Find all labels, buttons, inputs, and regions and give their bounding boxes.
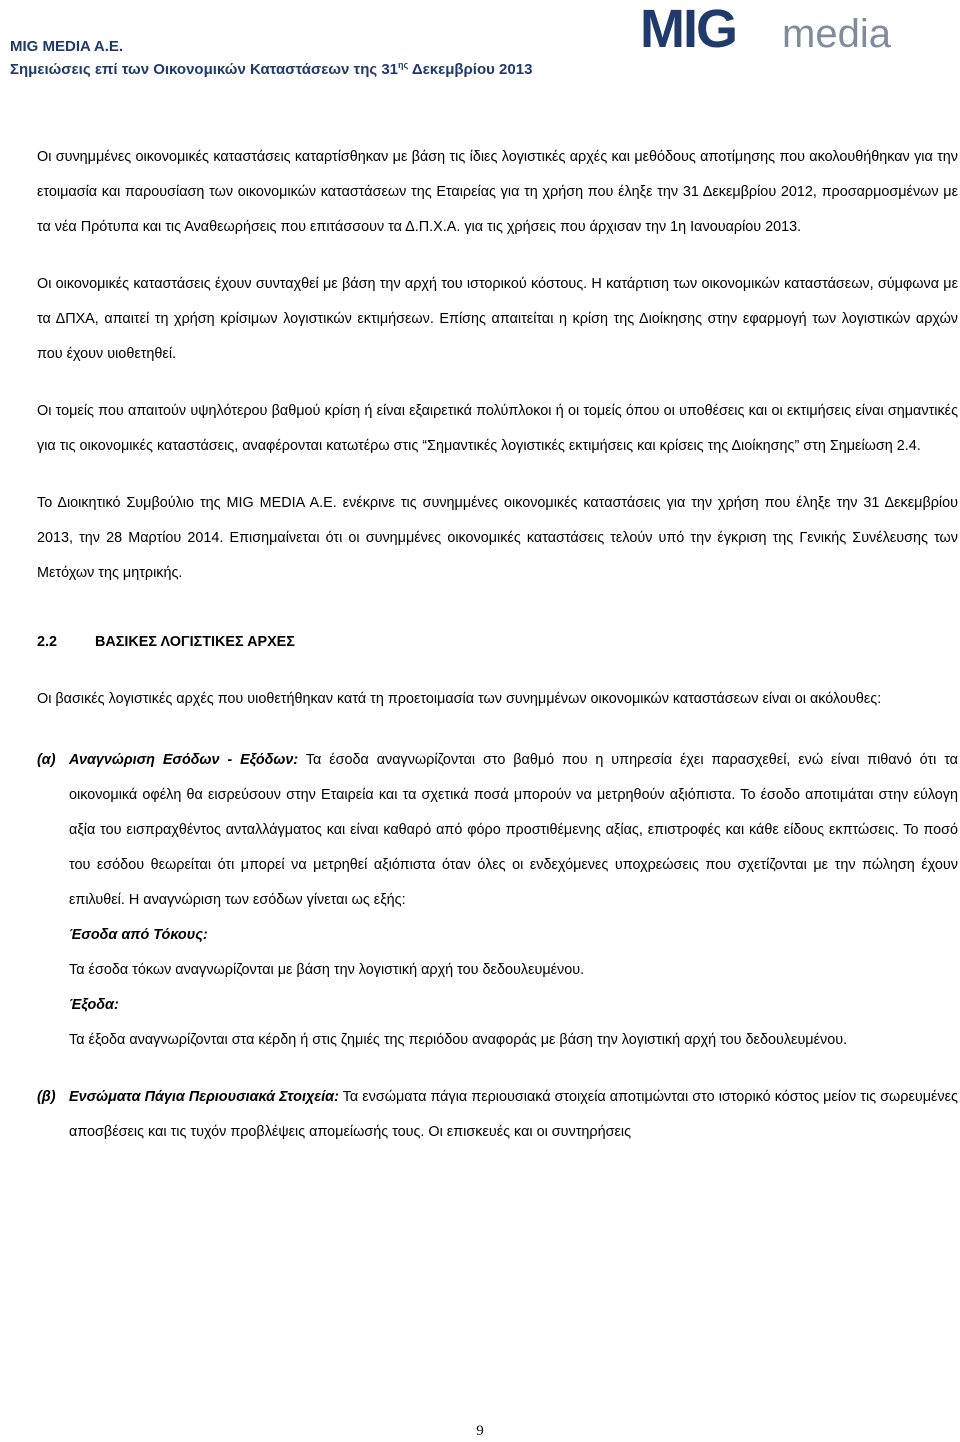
document-body — [37, 140, 958, 1150]
paragraph-basis: Οι συνημμένες οικονομικές καταστάσεις καταρτίσθηκαν με βάση τις ίδιες λογιστικές αρχές και μεθόδους αποτίμησης που ακολουθήθηκαν για την ετοιμασία και παρουσίαση των οικονομικών καταστάσεων της Εταιρείας για τη χρήση που έληξε την 31 Δεκεμβρίου 2012, προσαρμοσμένων με τα νέα Πρότυπα και τις Αναθεωρήσεις που επιτάσσουν τα Δ.Π.Χ.Α. για τις χρήσεις που άρχισαν την 1η Ιανουαρίου 2013. — [37, 149, 958, 235]
mig-media-logo — [640, 4, 960, 52]
text-expenses: Τα έξοδα αναγνωρίζονται στα κέρδη ή στις ζημιές της περιόδου αναφοράς με βάση την λογιστική αρχή του δεδουλευμένου. — [69, 1032, 848, 1048]
item-text: Τα έσοδα αναγνωρίζονται στο βαθμό που η υπηρεσία έχει παρασχεθεί, ενώ είναι πιθανό ότι τα οικονομικά οφέλη θα εισρεύσουν στην Εταιρεία και τα σχετικά ποσά μπορούν να μετρηθούν αξιόπιστα. Το έσοδο αποτιμάται στην εύλογη αξία του εισπραχθέντος ανταλλάγματος και είναι καθαρό από φόρο προστιθέμενης αξίας, επιστροφές και κάθε είδους εκπτώσεις. Το ποσό του εσόδου θεωρείται ότι μπορεί να μετρηθεί αξιόπιστα όταν όλες οι ενδεχόμενες υποχρεώσεις που σχετίζονται με την πώληση έχουν επιλυθεί. Η αναγνώριση των εσόδων γίνεται ως εξής: — [69, 752, 959, 908]
subheading-interest-income: Έσοδα από Τόκους: — [69, 927, 208, 943]
item-term: Ενσώματα Πάγια Περιουσιακά Στοιχεία: — [69, 1089, 339, 1105]
policy-item-revenue — [37, 743, 958, 918]
text-interest-income: Τα έσοδα τόκων αναγνωρίζονται με βάση την λογιστική αρχή του δεδουλευμένου. — [69, 962, 585, 978]
subtitle-text: Σημειώσεις επί των Οικονομικών Καταστάσεων της 31 — [10, 61, 399, 78]
paragraph-approval: Το Διοικητικό Συμβούλιο της MIG MEDIA A.E. ενέκρινε τις συνημμένες οικονομικές καταστάσεις για την χρήση που έληξε την 31 Δεκεμβρίου 2013, την 28 Μαρτίου 2014. Επισημαίνεται ότι οι συνημμένες οικονομικές καταστάσεις τελούν υπό την έγκριση της Γενικής Συνέλευσης των Μετόχων της μητρικής. — [37, 495, 958, 581]
section-intro: Οι βασικές λογιστικές αρχές που υιοθετήθηκαν κατά τη προετοιμασία των συνημμένων οικονομικών καταστάσεων είναι οι ακόλουθες: — [37, 691, 882, 707]
svg-text:media: media — [782, 12, 891, 52]
policy-item-fixed-assets — [37, 1080, 958, 1150]
item-text: Τα ενσώματα πάγια περιουσιακά στοιχεία αποτιμώνται στο ιστορικό κόστος μείον τις σωρευμένες αποσβέσεις και τις τυχόν προβλέψεις απομείωσής τους. Οι επισκευές και οι συντηρήσεις — [69, 1089, 958, 1140]
section-heading — [37, 625, 958, 660]
document-subtitle — [10, 60, 532, 78]
subheading-expenses: Έξοδα: — [69, 997, 119, 1013]
item-marker: (β) — [37, 1089, 56, 1105]
item-marker: (α) — [37, 752, 56, 768]
paragraph-historical-cost: Οι οικονομικές καταστάσεις έχουν συνταχθεί με βάση την αρχή του ιστορικού κόστους. Η κατάρτιση των οικονομικών καταστάσεων, σύμφωνα με τα ΔΠΧΑ, απαιτεί τη χρήση κρίσιμων λογιστικών εκτιμήσεων. Επίσης απαιτείται η κρίση της Διοίκησης στην εφαρμογή των λογιστικών αρχών που έχουν υιοθετηθεί. — [37, 276, 958, 362]
page-number: 9 — [476, 1423, 484, 1439]
subtitle-superscript: ης — [398, 60, 409, 70]
page-header — [0, 0, 960, 90]
section-number: 2.2 — [37, 634, 58, 650]
svg-text:MIG: MIG — [640, 4, 736, 52]
section-title: ΒΑΣΙΚΕΣ ΛΟΓΙΣΤΙΚΕΣ ΑΡΧΕΣ — [95, 634, 295, 650]
paragraph-estimates: Οι τομείς που απαιτούν υψηλότερου βαθμού κρίση ή είναι εξαιρετικά πολύπλοκοι ή οι τομείς όπου οι υποθέσεις και οι εκτιμήσεις είναι σημαντικές για τις οικονομικές καταστάσεις, αναφέρονται κατωτέρω στις “Σημαντικές λογιστικές εκτιμήσεις και κρίσεις της Διοίκησης” στη Σημείωση 2.4. — [37, 403, 958, 454]
subtitle-date: Δεκεμβρίου 2013 — [408, 61, 533, 78]
item-term: Αναγνώριση Εσόδων - Εξόδων: — [69, 752, 299, 768]
company-name: MIG MEDIA A.E. — [10, 38, 124, 55]
